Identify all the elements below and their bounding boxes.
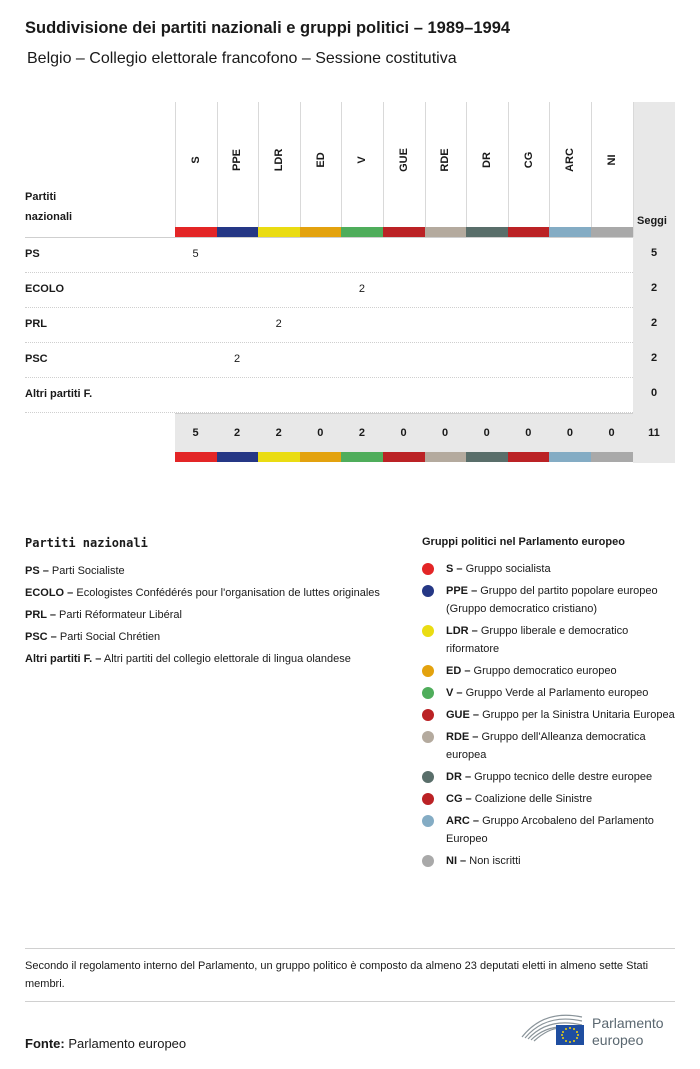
parties-header-line2: nazionali xyxy=(25,211,73,223)
table-row xyxy=(25,377,633,412)
national-party-legend-item xyxy=(25,628,380,646)
total-cell: 2 xyxy=(234,427,241,439)
group-color-dot xyxy=(422,731,434,743)
group-legend-item xyxy=(422,768,682,786)
group-abbr: PPE – xyxy=(446,585,478,597)
group-color-dot xyxy=(422,563,434,575)
seat-cell: 5 xyxy=(192,248,199,260)
group-legend-item xyxy=(422,852,682,870)
group-legend-item xyxy=(422,706,682,724)
group-color-bar xyxy=(341,452,383,462)
group-legend-item xyxy=(422,684,682,702)
group-abbr: V – xyxy=(446,687,463,699)
group-code: ED xyxy=(314,152,327,168)
national-party-legend-item xyxy=(25,606,380,624)
group-abbr: CG – xyxy=(446,793,472,805)
row-seats-total: 5 xyxy=(650,247,658,259)
party-name: PRL xyxy=(25,318,47,330)
group-full-name: Gruppo liberale e democratico riformatore xyxy=(446,625,629,655)
group-legend-item xyxy=(422,728,682,764)
group-full-name: Coalizione delle Sinistre xyxy=(474,793,593,805)
total-cell: 0 xyxy=(317,427,324,439)
page-title: Suddivisione dei partiti nazionali e gruppi politici – 1989–1994 xyxy=(25,19,511,37)
group-abbr: DR – xyxy=(446,771,472,783)
seat-cell: 2 xyxy=(358,283,365,295)
group-code: GUE xyxy=(397,148,410,172)
group-color-bar xyxy=(508,227,550,237)
party-abbr: PS – xyxy=(25,565,49,577)
group-color-bar xyxy=(591,452,633,462)
source-value: Parlamento europeo xyxy=(68,1036,187,1051)
group-color-bar xyxy=(175,452,217,462)
group-color-bar xyxy=(425,452,467,462)
group-legend-item xyxy=(422,560,682,578)
national-party-legend-item xyxy=(25,562,380,580)
total-cell: 0 xyxy=(608,427,615,439)
group-column-header xyxy=(217,102,259,227)
group-code: LDR xyxy=(272,148,285,172)
source-label: Fonte: xyxy=(25,1036,65,1051)
table-row xyxy=(25,307,633,342)
grid-line xyxy=(633,102,634,237)
parties-header-line1: Partiti xyxy=(25,191,57,203)
group-abbr: GUE – xyxy=(446,709,480,721)
total-cell: 0 xyxy=(566,427,573,439)
group-color-bar xyxy=(591,227,633,237)
seat-cell: 2 xyxy=(234,353,241,365)
group-abbr: RDE – xyxy=(446,731,479,743)
row-seats-total: 2 xyxy=(650,352,658,364)
group-code: CG xyxy=(522,151,535,169)
groups-legend-title: Gruppi politici nel Parlamento europeo xyxy=(422,536,625,548)
group-color-bar xyxy=(175,227,217,237)
group-column-header xyxy=(175,102,217,227)
group-color-dot xyxy=(422,771,434,783)
party-full-name: Parti Social Chrétien xyxy=(59,631,161,643)
group-legend-item xyxy=(422,812,682,848)
group-column-header xyxy=(549,102,591,227)
group-full-name: Gruppo Verde al Parlamento europeo xyxy=(465,687,649,699)
group-color-bar xyxy=(300,227,342,237)
group-color-bar xyxy=(383,227,425,237)
group-color-bar xyxy=(217,227,259,237)
national-party-legend-item xyxy=(25,650,380,668)
table-row xyxy=(25,342,633,377)
total-cell: 0 xyxy=(525,427,532,439)
national-parties-legend xyxy=(25,536,380,672)
group-legend-item xyxy=(422,622,682,658)
grand-total: 11 xyxy=(648,427,660,439)
party-full-name: Parti Réformateur Libéral xyxy=(59,609,182,621)
party-abbr: PRL – xyxy=(25,609,56,621)
group-legend-item xyxy=(422,662,682,680)
source xyxy=(25,1036,186,1051)
row-seats-total: 0 xyxy=(650,387,658,399)
divider xyxy=(25,1001,675,1002)
national-legend-title: Partiti nazionali xyxy=(25,536,148,550)
group-color-dot xyxy=(422,709,434,721)
group-abbr: NI – xyxy=(446,855,467,867)
parties-header xyxy=(25,187,72,227)
group-column-header xyxy=(508,102,550,227)
group-column-header xyxy=(383,102,425,227)
party-abbr: Altri partiti F. – xyxy=(25,653,102,665)
party-full-name: Ecologistes Confédérés pour l'organisation de luttes originales xyxy=(76,587,380,599)
group-color-bar xyxy=(425,227,467,237)
ep-logo xyxy=(520,1011,680,1049)
national-party-legend-item xyxy=(25,584,380,602)
group-code: DR xyxy=(480,152,493,168)
group-code: ARC xyxy=(564,148,577,172)
group-color-bar xyxy=(508,452,550,462)
political-groups-legend xyxy=(422,536,682,874)
parliament-logo-icon xyxy=(520,1011,588,1049)
group-column-header xyxy=(425,102,467,227)
seat-cell: 2 xyxy=(275,318,282,330)
group-code: NI xyxy=(605,154,618,166)
totals-row xyxy=(175,413,633,452)
group-full-name: Gruppo del partito popolare europeo (Gruppo democratico cristiano) xyxy=(446,585,658,615)
group-column-header xyxy=(300,102,342,227)
party-abbr: ECOLO – xyxy=(25,587,74,599)
group-color-dot xyxy=(422,585,434,597)
group-color-bar xyxy=(300,452,342,462)
group-color-bar xyxy=(466,227,508,237)
total-cell: 0 xyxy=(483,427,490,439)
group-full-name: Gruppo tecnico delle destre europee xyxy=(474,771,653,783)
group-column-header xyxy=(341,102,383,227)
logo-line1: Parlamento xyxy=(592,1015,664,1031)
row-seats-total: 2 xyxy=(650,317,658,329)
group-code: S xyxy=(189,156,202,164)
group-color-bar xyxy=(549,452,591,462)
divider xyxy=(25,948,675,949)
page-subtitle: Belgio – Collegio elettorale francofono – Sessione costitutiva xyxy=(27,50,457,67)
group-color-bar xyxy=(258,227,300,237)
group-full-name: Non iscritti xyxy=(469,855,521,867)
total-cell: 2 xyxy=(275,427,282,439)
group-abbr: ARC – xyxy=(446,815,480,827)
group-full-name: Gruppo socialista xyxy=(465,563,551,575)
table-row xyxy=(25,272,633,307)
group-color-bar xyxy=(466,452,508,462)
group-code: V xyxy=(356,156,369,164)
group-color-dot xyxy=(422,625,434,637)
group-color-bar xyxy=(341,227,383,237)
group-color-dot xyxy=(422,815,434,827)
group-color-bar xyxy=(217,452,259,462)
group-code: PPE xyxy=(231,148,244,172)
group-color-dot xyxy=(422,793,434,805)
footnote: Secondo il regolamento interno del Parlamento, un gruppo politico è composto da almeno 23 deputati eletti in almeno sette Stati membri. xyxy=(25,960,649,990)
group-abbr: LDR – xyxy=(446,625,478,637)
party-name: PS xyxy=(25,248,40,260)
seats-header: Seggi xyxy=(637,215,667,227)
group-full-name: Gruppo Arcobaleno del Parlamento Europeo xyxy=(446,815,654,845)
party-name: ECOLO xyxy=(25,283,65,295)
party-full-name: Parti Socialiste xyxy=(51,565,125,577)
group-abbr: ED – xyxy=(446,665,471,677)
table-row xyxy=(25,237,633,272)
group-abbr: S – xyxy=(446,563,463,575)
total-cell: 5 xyxy=(192,427,199,439)
row-seats-total: 2 xyxy=(650,282,658,294)
group-color-bar xyxy=(258,452,300,462)
group-column-header xyxy=(466,102,508,227)
group-column-header xyxy=(258,102,300,227)
party-name: Altri partiti F. xyxy=(25,388,93,400)
party-name: PSC xyxy=(25,353,48,365)
group-color-bar xyxy=(549,227,591,237)
group-code: RDE xyxy=(439,148,452,172)
group-full-name: Gruppo per la Sinistra Unitaria Europea xyxy=(482,709,675,721)
group-legend-item xyxy=(422,790,682,808)
party-full-name: Altri partiti del collegio elettorale di lingua olandese xyxy=(103,653,351,665)
group-legend-item xyxy=(422,582,682,618)
logo-line2: europeo xyxy=(592,1032,644,1048)
total-cell: 2 xyxy=(358,427,365,439)
group-full-name: Gruppo democratico europeo xyxy=(473,665,617,677)
total-cell: 0 xyxy=(400,427,407,439)
party-abbr: PSC – xyxy=(25,631,57,643)
total-cell: 0 xyxy=(442,427,449,439)
group-full-name: Gruppo dell'Alleanza democratica europea xyxy=(446,731,646,761)
group-color-dot xyxy=(422,665,434,677)
group-color-dot xyxy=(422,855,434,867)
group-color-bar xyxy=(383,452,425,462)
group-column-header xyxy=(591,102,633,227)
group-color-dot xyxy=(422,687,434,699)
